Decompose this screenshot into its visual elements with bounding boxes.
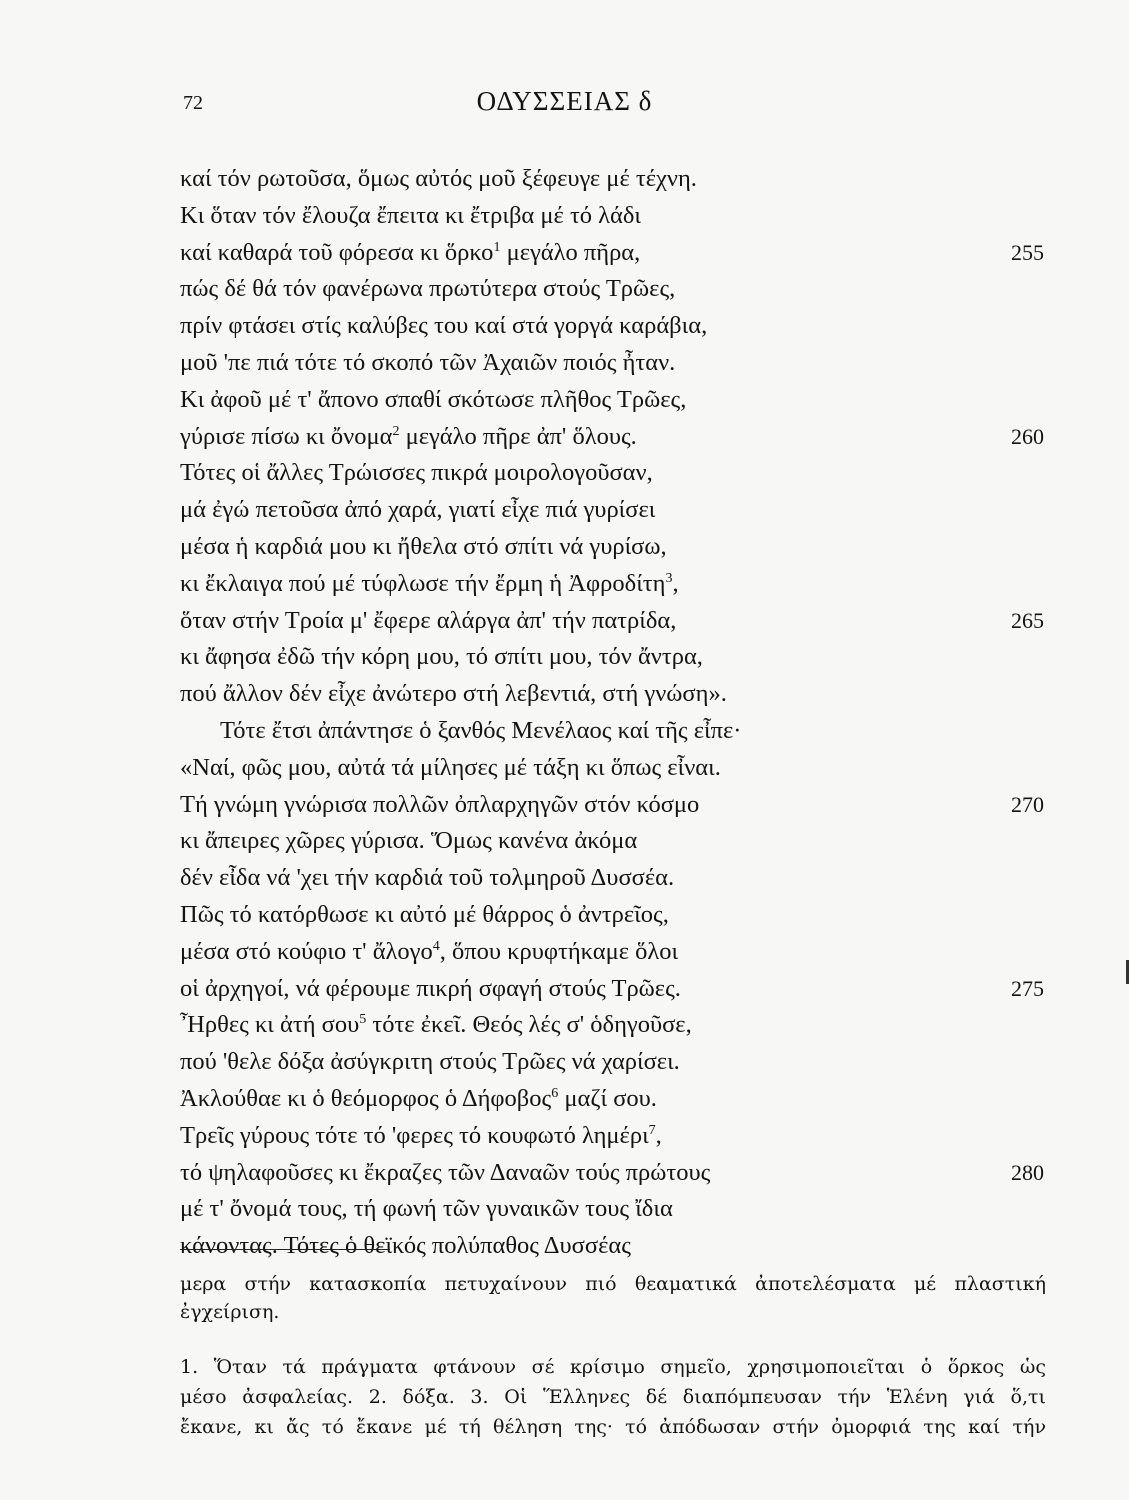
verse-text-main: «Ναί, φῶς μου, αὐτά τά μίλησες μέ τάξη κι ὅπως εἶναι. [180, 753, 721, 781]
verse-text-main: Τρεῖς γύρους τότε τό 'φερες τό κουφωτό λημέρι [180, 1121, 649, 1149]
footnote-rule [180, 1249, 390, 1250]
verse-text [180, 791, 699, 818]
verse-line [180, 860, 1050, 897]
verse-line [180, 1118, 1050, 1155]
verse-line [180, 603, 1050, 640]
verse-line [180, 1044, 1050, 1081]
verse-text [180, 864, 674, 891]
verse-line [180, 750, 1050, 787]
verse-text [180, 459, 653, 486]
verse-text [180, 165, 697, 192]
verse-text-main: μέ τ' ὄνομά τους, τή φωνή τῶν γυναικῶν τους ἴδια [180, 1195, 673, 1223]
verse-text-main: κι ἄφησα ἐδῶ τήν κόρη μου, τό σπίτι μου, τόν ἄντρα, [180, 643, 703, 671]
verse-line [180, 971, 1050, 1008]
verse-line [180, 161, 1050, 198]
verse-text-tail: μεγάλο πῆρα, [500, 238, 641, 266]
continued-footnote [180, 1270, 1046, 1326]
verse-text-main: Ἦρθες κι ἀτή σου [180, 1011, 360, 1039]
verse-line [180, 198, 1050, 235]
verse-text [180, 1048, 680, 1075]
verse-line [180, 897, 1050, 934]
verse-line [180, 566, 1050, 603]
verse-text [180, 1085, 657, 1112]
verse-text [180, 975, 681, 1002]
verse-text-main: Τότες οἱ ἄλλες Τρώισσες πικρά μοιρολογοῦσαν, [180, 459, 653, 487]
verse-text-main: μέσα στό κούφιο τ' ἄλογο [180, 937, 433, 965]
verse-number: 265 [1011, 607, 1044, 633]
verse-text [180, 496, 655, 523]
verse-text [180, 607, 676, 634]
footnotes [180, 1352, 1046, 1442]
footnote-line: μέσο ἀσφαλείας. 2. δόξα. 3. Οἱ Ἕλληνες δέ διαπόμπευσαν τήν Ἑλένη γιά ὅ,τι [180, 1386, 1046, 1408]
verse-line [180, 382, 1050, 419]
verse-text-main: πώς δέ θά τόν φανέρωνα πρωτύτερα στούς Τρῶες, [180, 275, 676, 303]
verse-text-main: Ἀκλούθαε κι ὁ θεόμορφος ὁ Δήφοβος [180, 1084, 552, 1112]
verse-line [180, 713, 1050, 750]
verse-number: 275 [1011, 975, 1044, 1001]
verse-text-main: Κι ὅταν τόν ἔλουζα ἔπειτα κι ἔτριβα μέ τό λάδι [180, 201, 642, 229]
verse-text-main: Κι ἀφοῦ μέ τ' ἄπονο σπαθί σκότωσε πλῆθος Τρῶες, [180, 385, 687, 413]
verse-line [180, 492, 1050, 529]
footnote-line: ἔκανε, κι ἄς τό ἔκανε μέ τή θέληση της· τό ἀπόδωσαν στήν ὀμορφιά της καί τήν [180, 1416, 1046, 1438]
footnote-marker: 5 [359, 1012, 367, 1028]
verse-line [180, 787, 1050, 824]
footnote-marker: 6 [551, 1085, 559, 1101]
verse-text [180, 643, 703, 670]
verse-text-main: δέν εἶδα νά 'χει τήν καρδιά τοῦ τολμηροῦ Δυσσέα. [180, 864, 675, 892]
verse-text [180, 570, 679, 597]
verse-text [180, 312, 707, 339]
verse-line [180, 455, 1050, 492]
verse-line [180, 639, 1050, 676]
verse-text [180, 717, 741, 744]
verse-line [180, 271, 1050, 308]
verse-text [180, 680, 727, 707]
verse-line [180, 345, 1050, 382]
verse-text-main: μά ἐγώ πετοῦσα ἀπό χαρά, γιατί εἶχε πιά γυρίσει [180, 496, 656, 524]
page-number: 72 [183, 92, 203, 114]
verse-line [180, 235, 1050, 272]
footnote-marker: 1 [493, 239, 501, 255]
verse-line [180, 823, 1050, 860]
verse-text [180, 239, 640, 266]
verse-text-main: πρίν φτάσει στίς καλύβες του καί στά γοργά καράβια, [180, 312, 708, 340]
verse-text-main: καί τόν ρωτοῦσα, ὅμως αὐτός μοῦ ξέφευγε μέ τέχνη. [180, 165, 697, 192]
verse-text-main: ὅταν στήν Τροία μ' ἔφερε αλάργα ἀπ' τήν πατρίδα, [180, 606, 677, 634]
verse-text [180, 1122, 662, 1149]
verse-line [180, 934, 1050, 971]
footnote-marker: 7 [648, 1122, 656, 1138]
verse-text-tail: μαζί σου. [558, 1084, 657, 1112]
verse-text-main: μοῦ 'πε πιά τότε τό σκοπό τῶν Ἀχαιῶν ποιός ἦταν. [180, 348, 676, 376]
verse-text [180, 386, 686, 413]
verse-text-main: κι ἔκλαιγα πού μέ τύφλωσε τήν ἔρμη ἡ Ἀφροδίτη [180, 569, 666, 597]
verse-line [180, 1228, 1050, 1265]
verse-text-tail: , ὅπου κρυφτήκαμε ὅλοι [439, 937, 679, 965]
continued-footnote-line: μερα στήν κατασκοπία πετυχαίνουν πιό θεαματικά ἀποτελέσματα μέ πλαστική [180, 1273, 1046, 1295]
verse-text [180, 1232, 631, 1259]
verse-text [180, 202, 641, 229]
verse-text-main: πού ἄλλον δέν εἶχε ἀνώτερο στή λεβεντιά, στή γνώση». [180, 680, 727, 708]
running-title: ΟΔΥΣΣΕΙΑΣ δ [476, 86, 653, 116]
verse-number: 270 [1011, 791, 1044, 817]
verse-number: 280 [1011, 1159, 1044, 1185]
continued-footnote-line: ἐγχείριση. [180, 1301, 280, 1323]
verse-line [180, 308, 1050, 345]
verse-number: 260 [1011, 423, 1044, 449]
verse-text [180, 1195, 673, 1222]
verse-text-main: Πῶς τό κατόρθωσε κι αὐτό μέ θάρρος ὁ ἀντρεῖος, [180, 900, 669, 928]
verse-text-main: καί καθαρά τοῦ φόρεσα κι ὅρκο [180, 238, 494, 266]
verse-text-main: κάνοντας. Τότες ὁ θεϊκός πολύπαθος Δυσσέας [180, 1232, 631, 1260]
verse-text-main: Τή γνώμη γνώρισα πολλῶν ὀπλαρχηγῶν στόν κόσμο [180, 790, 700, 818]
verse-text [180, 901, 669, 928]
verse-text [180, 1011, 692, 1038]
verse-number: 255 [1011, 239, 1044, 265]
verse-text [180, 1159, 710, 1186]
footnote-marker: 4 [432, 938, 440, 954]
verse-text [180, 349, 675, 376]
verse-text-tail: , [672, 569, 679, 597]
verse-text-main: γύρισε πίσω κι ὄνομα [180, 422, 393, 450]
verse-line [180, 529, 1050, 566]
verse-line [180, 1081, 1050, 1118]
verse-text-tail: τότε ἐκεῖ. Θεός λές σ' ὁδηγοῦσε, [366, 1011, 692, 1039]
verse-text-main: μέσα ἡ καρδιά μου κι ἤθελα στό σπίτι νά γυρίσω, [180, 532, 667, 560]
verse-text [180, 754, 721, 781]
verse-text [180, 533, 667, 560]
verse-line [180, 1191, 1050, 1228]
verse-text [180, 827, 637, 854]
verse-line [180, 1007, 1050, 1044]
footnote-marker: 2 [392, 423, 400, 439]
verse-text [180, 938, 678, 965]
verse-text-main: πού 'θελε δόξα ἀσύγκριτη στούς Τρῶες νά χαρίσει. [180, 1048, 680, 1076]
footnote-line: 1. Ὅταν τά πράγματα φτάνουν σέ κρίσιμο σημεῖο, χρησιμοποιεῖται ὁ ὅρκος ὡς [180, 1356, 1046, 1378]
footnote-marker: 3 [665, 570, 673, 586]
verse-text-tail: μεγάλο πῆρε ἀπ' ὅλους. [399, 422, 637, 450]
verse-block [180, 161, 1050, 1265]
verse-text [180, 275, 675, 302]
verse-line [180, 1155, 1050, 1192]
verse-line [180, 676, 1050, 713]
verse-text-main: τό ψηλαφοῦσες κι ἔκραζες τῶν Δαναῶν τούς πρώτους [180, 1158, 711, 1186]
verse-text-tail: , [655, 1121, 662, 1149]
verse-text-main: Τότε ἔτσι ἀπάντησε ὁ ξανθός Μενέλαος καί τῆς εἶπε· [220, 716, 742, 744]
verse-text-main: οἱ ἀρχηγοί, νά φέρουμε πικρή σφαγή στούς Τρῶες. [180, 974, 681, 1002]
verse-line [180, 419, 1050, 456]
verse-text-main: κι ἄπειρες χῶρες γύρισα. Ὅμως κανένα ἀκόμα [180, 827, 638, 855]
verse-text [180, 423, 637, 450]
